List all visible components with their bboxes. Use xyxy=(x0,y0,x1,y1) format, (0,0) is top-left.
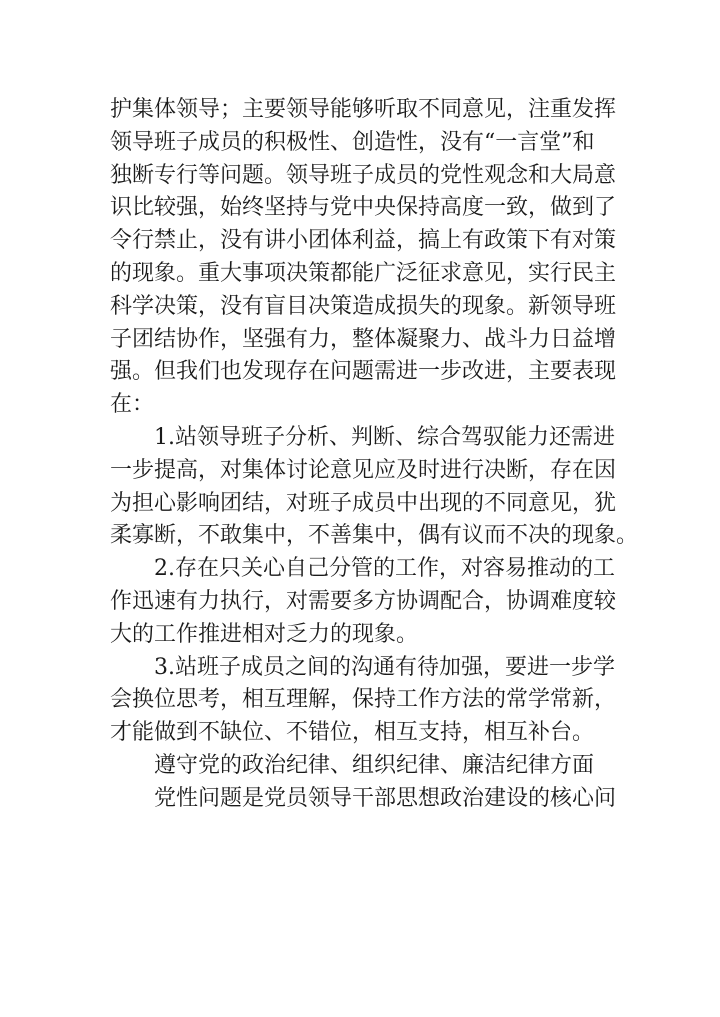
text-line: 强。但我们也发现存在问题需进一步改进，主要表现 xyxy=(110,359,617,385)
body-text xyxy=(110,94,639,816)
text-line: 柔寡断，不敢集中，不善集中，偶有议而不决的现象。 xyxy=(110,523,639,549)
text-line: 一步提高，对集体讨论意见应及时进行决断，存在因 xyxy=(110,457,617,483)
list-item-3-start: 3.站班子成员之间的沟通有待加强，要进一步学 xyxy=(154,654,615,680)
text-line: 为担心影响团结，对班子成员中出现的不同意见，犹 xyxy=(110,490,617,516)
text-line: 才能做到不缺位、不错位，相互支持，相互补台。 xyxy=(110,720,595,746)
text-line: 在： xyxy=(110,392,155,418)
text-line: 独断专行等问题。领导班子成员的党性观念和大局意 xyxy=(110,162,617,188)
list-item-2-start: 2.存在只关心自己分管的工作，对容易推动的工 xyxy=(154,556,615,582)
text-line: 令行禁止，没有讲小团体利益，搞上有政策下有对策 xyxy=(110,228,617,254)
text-line: 领导班子成员的积极性、创造性，没有“一言堂”和 xyxy=(110,129,595,155)
text-line: 大的工作推进相对乏力的现象。 xyxy=(110,621,419,647)
text-line: 科学决策，没有盲目决策造成损失的现象。新领导班 xyxy=(110,293,617,319)
text-line: 识比较强，始终坚持与党中央保持高度一致，做到了 xyxy=(110,195,617,221)
text-line: 会换位思考，相互理解，保持工作方法的常学常新， xyxy=(110,687,617,713)
text-line: 子团结协作，坚强有力，整体凝聚力、战斗力日益增 xyxy=(110,326,617,352)
paragraph-start: 党性问题是党员领导干部思想政治建设的核心问 xyxy=(154,785,617,811)
section-heading: 遵守党的政治纪律、组织纪律、廉洁纪律方面 xyxy=(154,752,595,778)
text-line: 的现象。重大事项决策都能广泛征求意见，实行民主 xyxy=(110,260,617,286)
text-line: 作迅速有力执行，对需要多方协调配合，协调难度较 xyxy=(110,588,617,614)
list-item-1-start: 1.站领导班子分析、判断、综合驾驭能力还需进 xyxy=(154,424,615,450)
text-line: 护集体领导；主要领导能够听取不同意见，注重发挥 xyxy=(110,97,617,122)
